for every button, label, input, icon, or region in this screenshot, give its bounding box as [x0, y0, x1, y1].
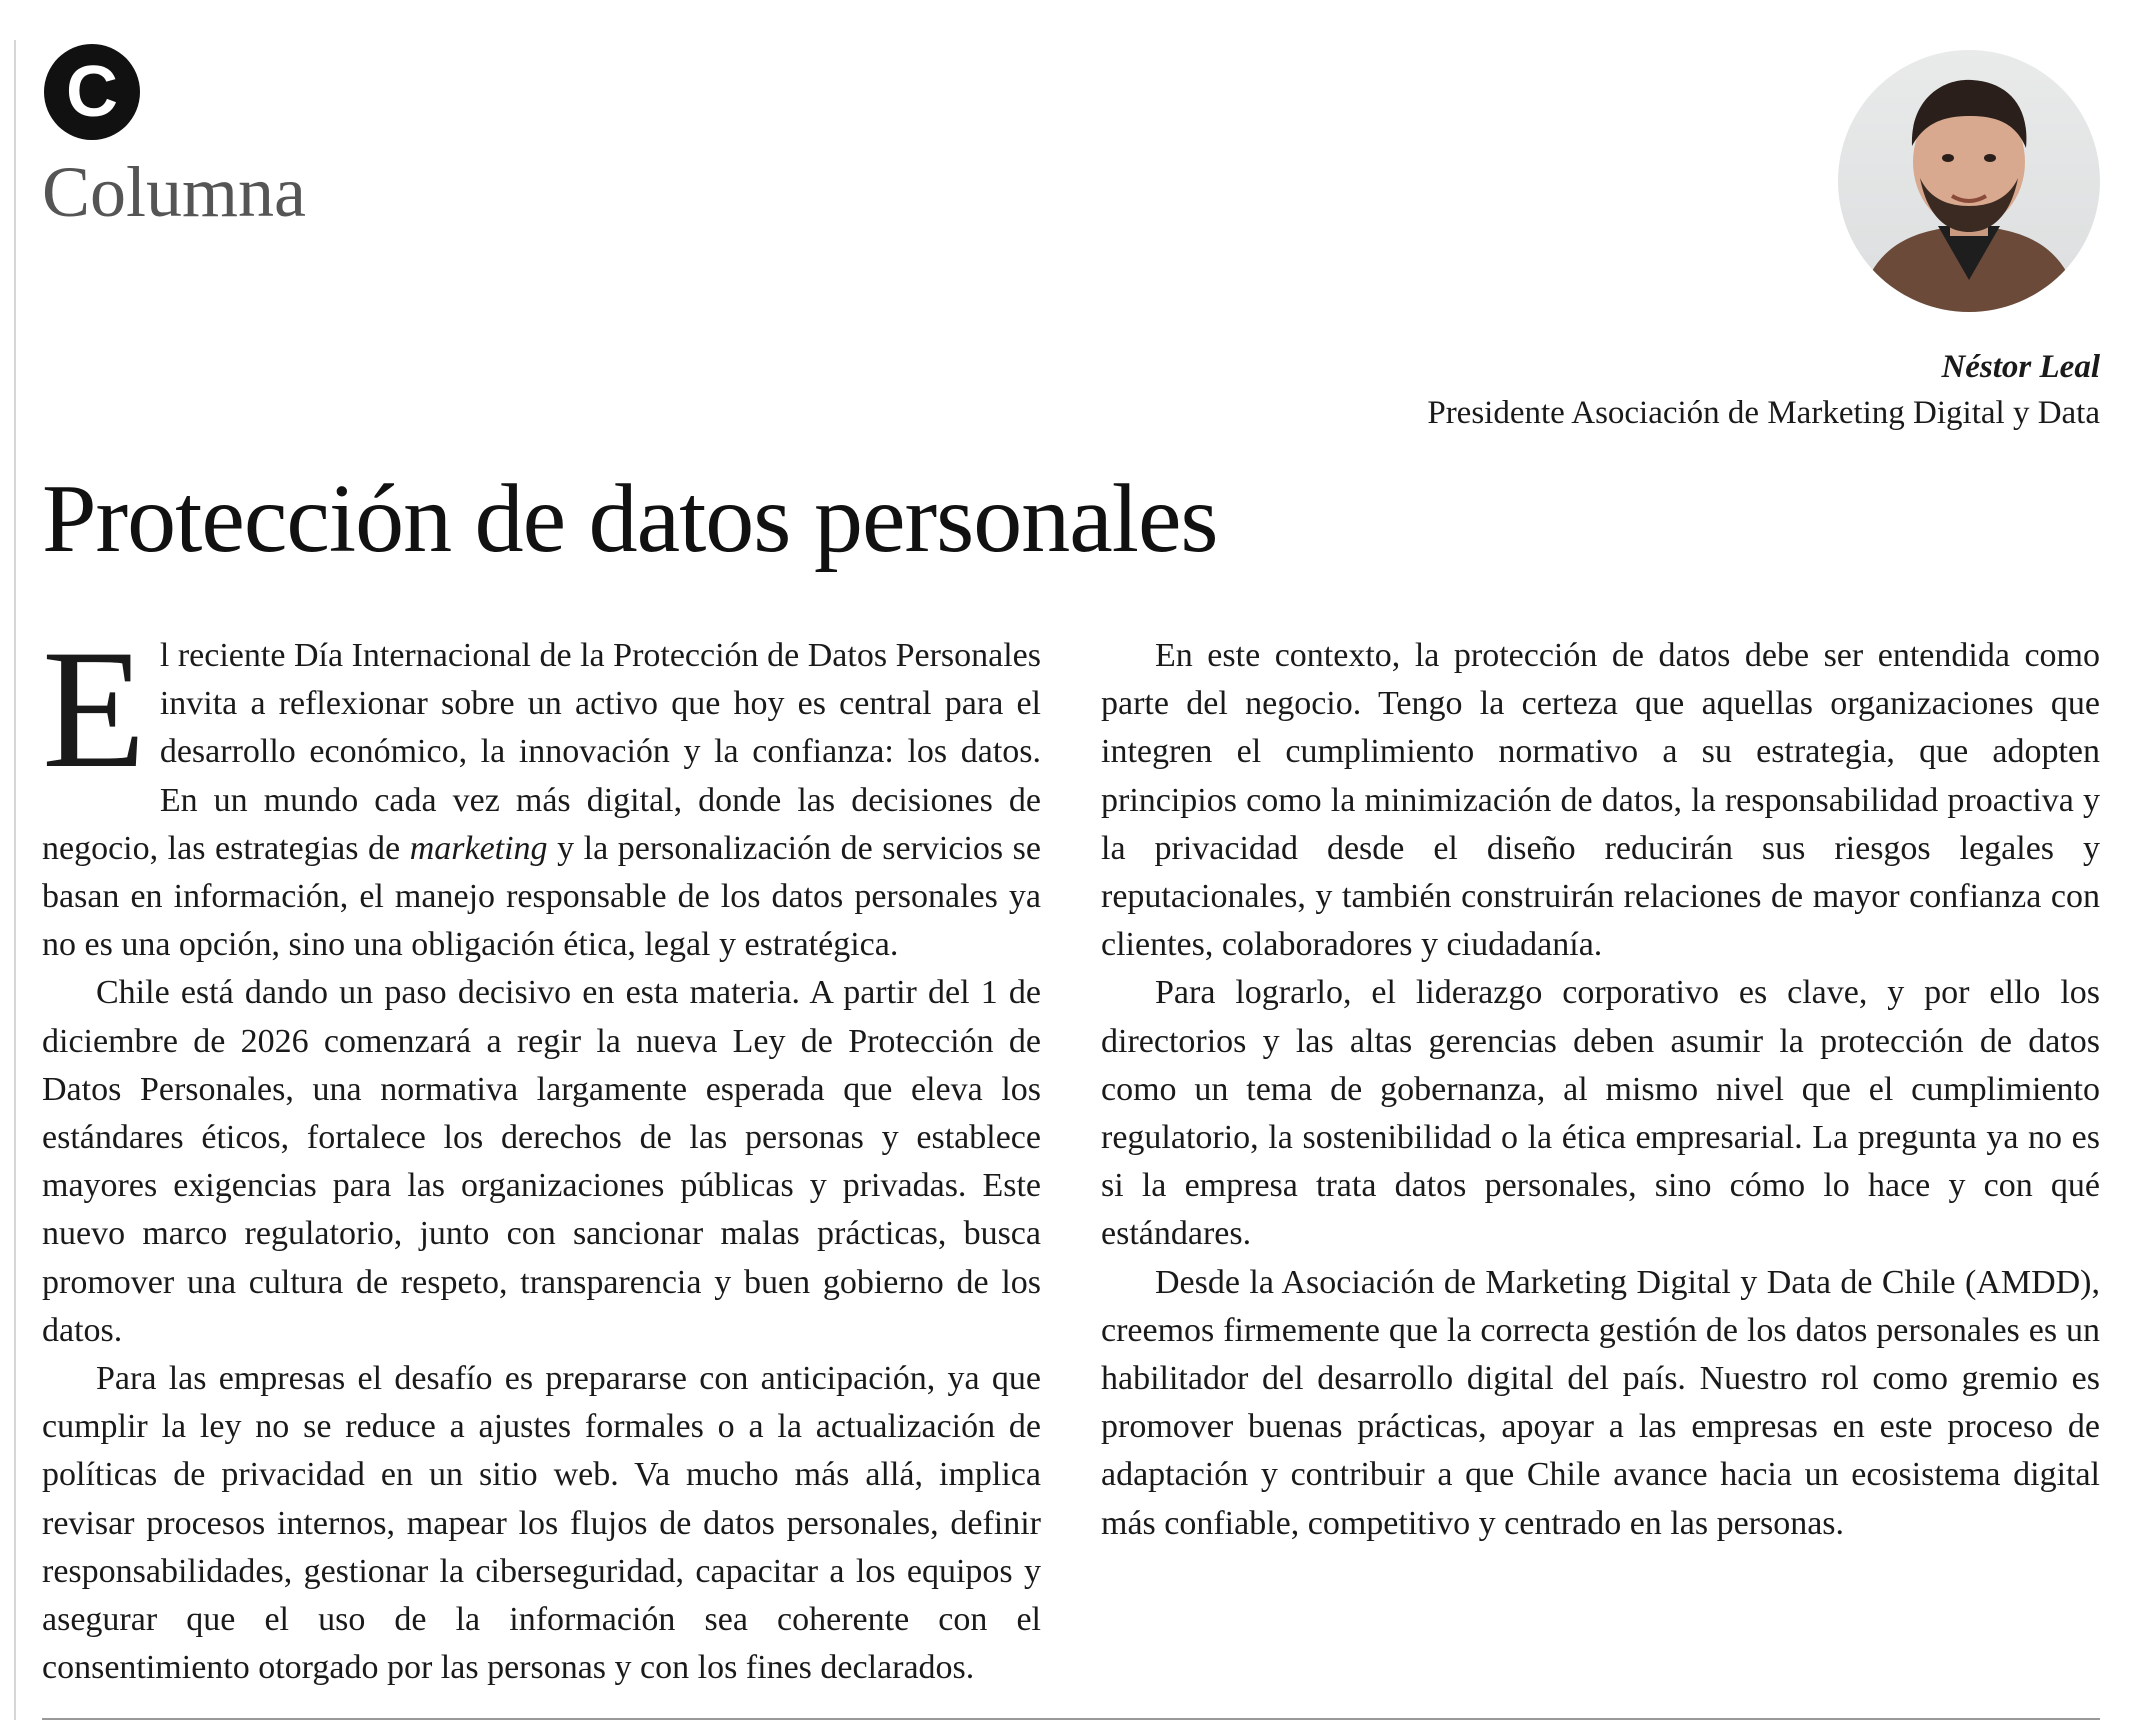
body-paragraph-3: Para las empresas el desafío es prepararse con anticipación, ya que cumplir la ley no se reduce a ajustes formales o a la actualización de políticas de privacidad en un sitio web. Va mucho más allá, implica revisar procesos internos, mapear los flujos de datos personales, definir responsabilidades, gestionar la ciberseguridad, capacitar a los equipos y asegurar que el uso de la información sea coherente con el consentimiento otorgado por las personas y con los fines declarados.	[42, 1360, 1041, 1687]
page-left-rule	[14, 40, 16, 1720]
author-name: Néstor Leal	[1941, 349, 2100, 385]
body-paragraph-1-text-a: l reciente Día Internacional de la Protección de Datos Personales invita a reflexionar sobre un activo que hoy es central para el desarrollo económico, la innovación y la confianza: los datos. En un mundo cada vez más digital, donde las decisiones de negocio, las estrategias de	[42, 637, 1041, 867]
section-label: Columna	[42, 152, 306, 232]
body-paragraph-6: Desde la Asociación de Marketing Digital y Data de Chile (AMDD), creemos firmemente que la correcta gestión de los datos personales es un habilitador del desarrollo digital del país. Nuestro rol como gremio es promover buenas prácticas, apoyar a las empresas en este proceso de adaptación y contribuir a que Chile avance hacia un ecosistema digital más confiable, competitivo y centrado en las personas.	[1101, 1263, 2100, 1542]
author-portrait	[1838, 50, 2100, 312]
article-body	[42, 615, 2100, 1700]
body-paragraph-1-emphasis: marketing	[409, 829, 548, 867]
column-badge-letter: C	[66, 52, 118, 132]
body-paragraph-1-text-b: y la personalización de servicios se basan en información, el manejo responsable de los datos personales ya no es una opción, sino una obligación ética, legal y estratégica.	[42, 829, 1042, 964]
column-badge	[44, 44, 140, 140]
author-role: Presidente Asociación de Marketing Digital y Data	[1427, 395, 2100, 431]
page-bottom-rule	[42, 1718, 2100, 1720]
body-paragraph-1	[42, 615, 1042, 969]
author-byline	[1427, 344, 2100, 436]
article-headline: Protección de datos personales	[42, 465, 1218, 573]
body-paragraph-2: Chile está dando un paso decisivo en esta materia. A partir del 1 de diciembre de 2026 comenzará a regir la nueva Ley de Protección de Datos Personales, una normativa largamente esperada que eleva los estándares éticos, fortalece los derechos de las personas y establece mayores exigencias para las organizaciones públicas y privadas. Este nuevo marco regulatorio, junto con sancionar malas prácticas, busca promover una cultura de respeto, transparencia y buen gobierno de los datos.	[42, 974, 1041, 1349]
body-paragraph-4: En este contexto, la protección de datos debe ser entendida como parte del negocio. Tengo la certeza que aquellas organizaciones que integren el cumplimiento normativo a su estrategia, que adopten principios como la minimización de datos, la responsabilidad proactiva y la privacidad desde el diseño reducirán sus riesgos legales y reputacionales, y también construirán relaciones de mayor confianza con clientes, colaboradores y ciudadanía.	[1101, 637, 2100, 964]
body-paragraph-5: Para lograrlo, el liderazgo corporativo es clave, y por ello los directorios y las altas gerencias deben asumir la protección de datos como un tema de gobernanza, al mismo nivel que el cumplimiento regulatorio, la sostenibilidad o la ética empresarial. La pregunta ya no es si la empresa trata datos personales, sino cómo lo hace y con qué estándares.	[1101, 974, 2100, 1253]
author-portrait-illustration	[1838, 50, 2100, 312]
drop-cap: E	[42, 615, 146, 803]
